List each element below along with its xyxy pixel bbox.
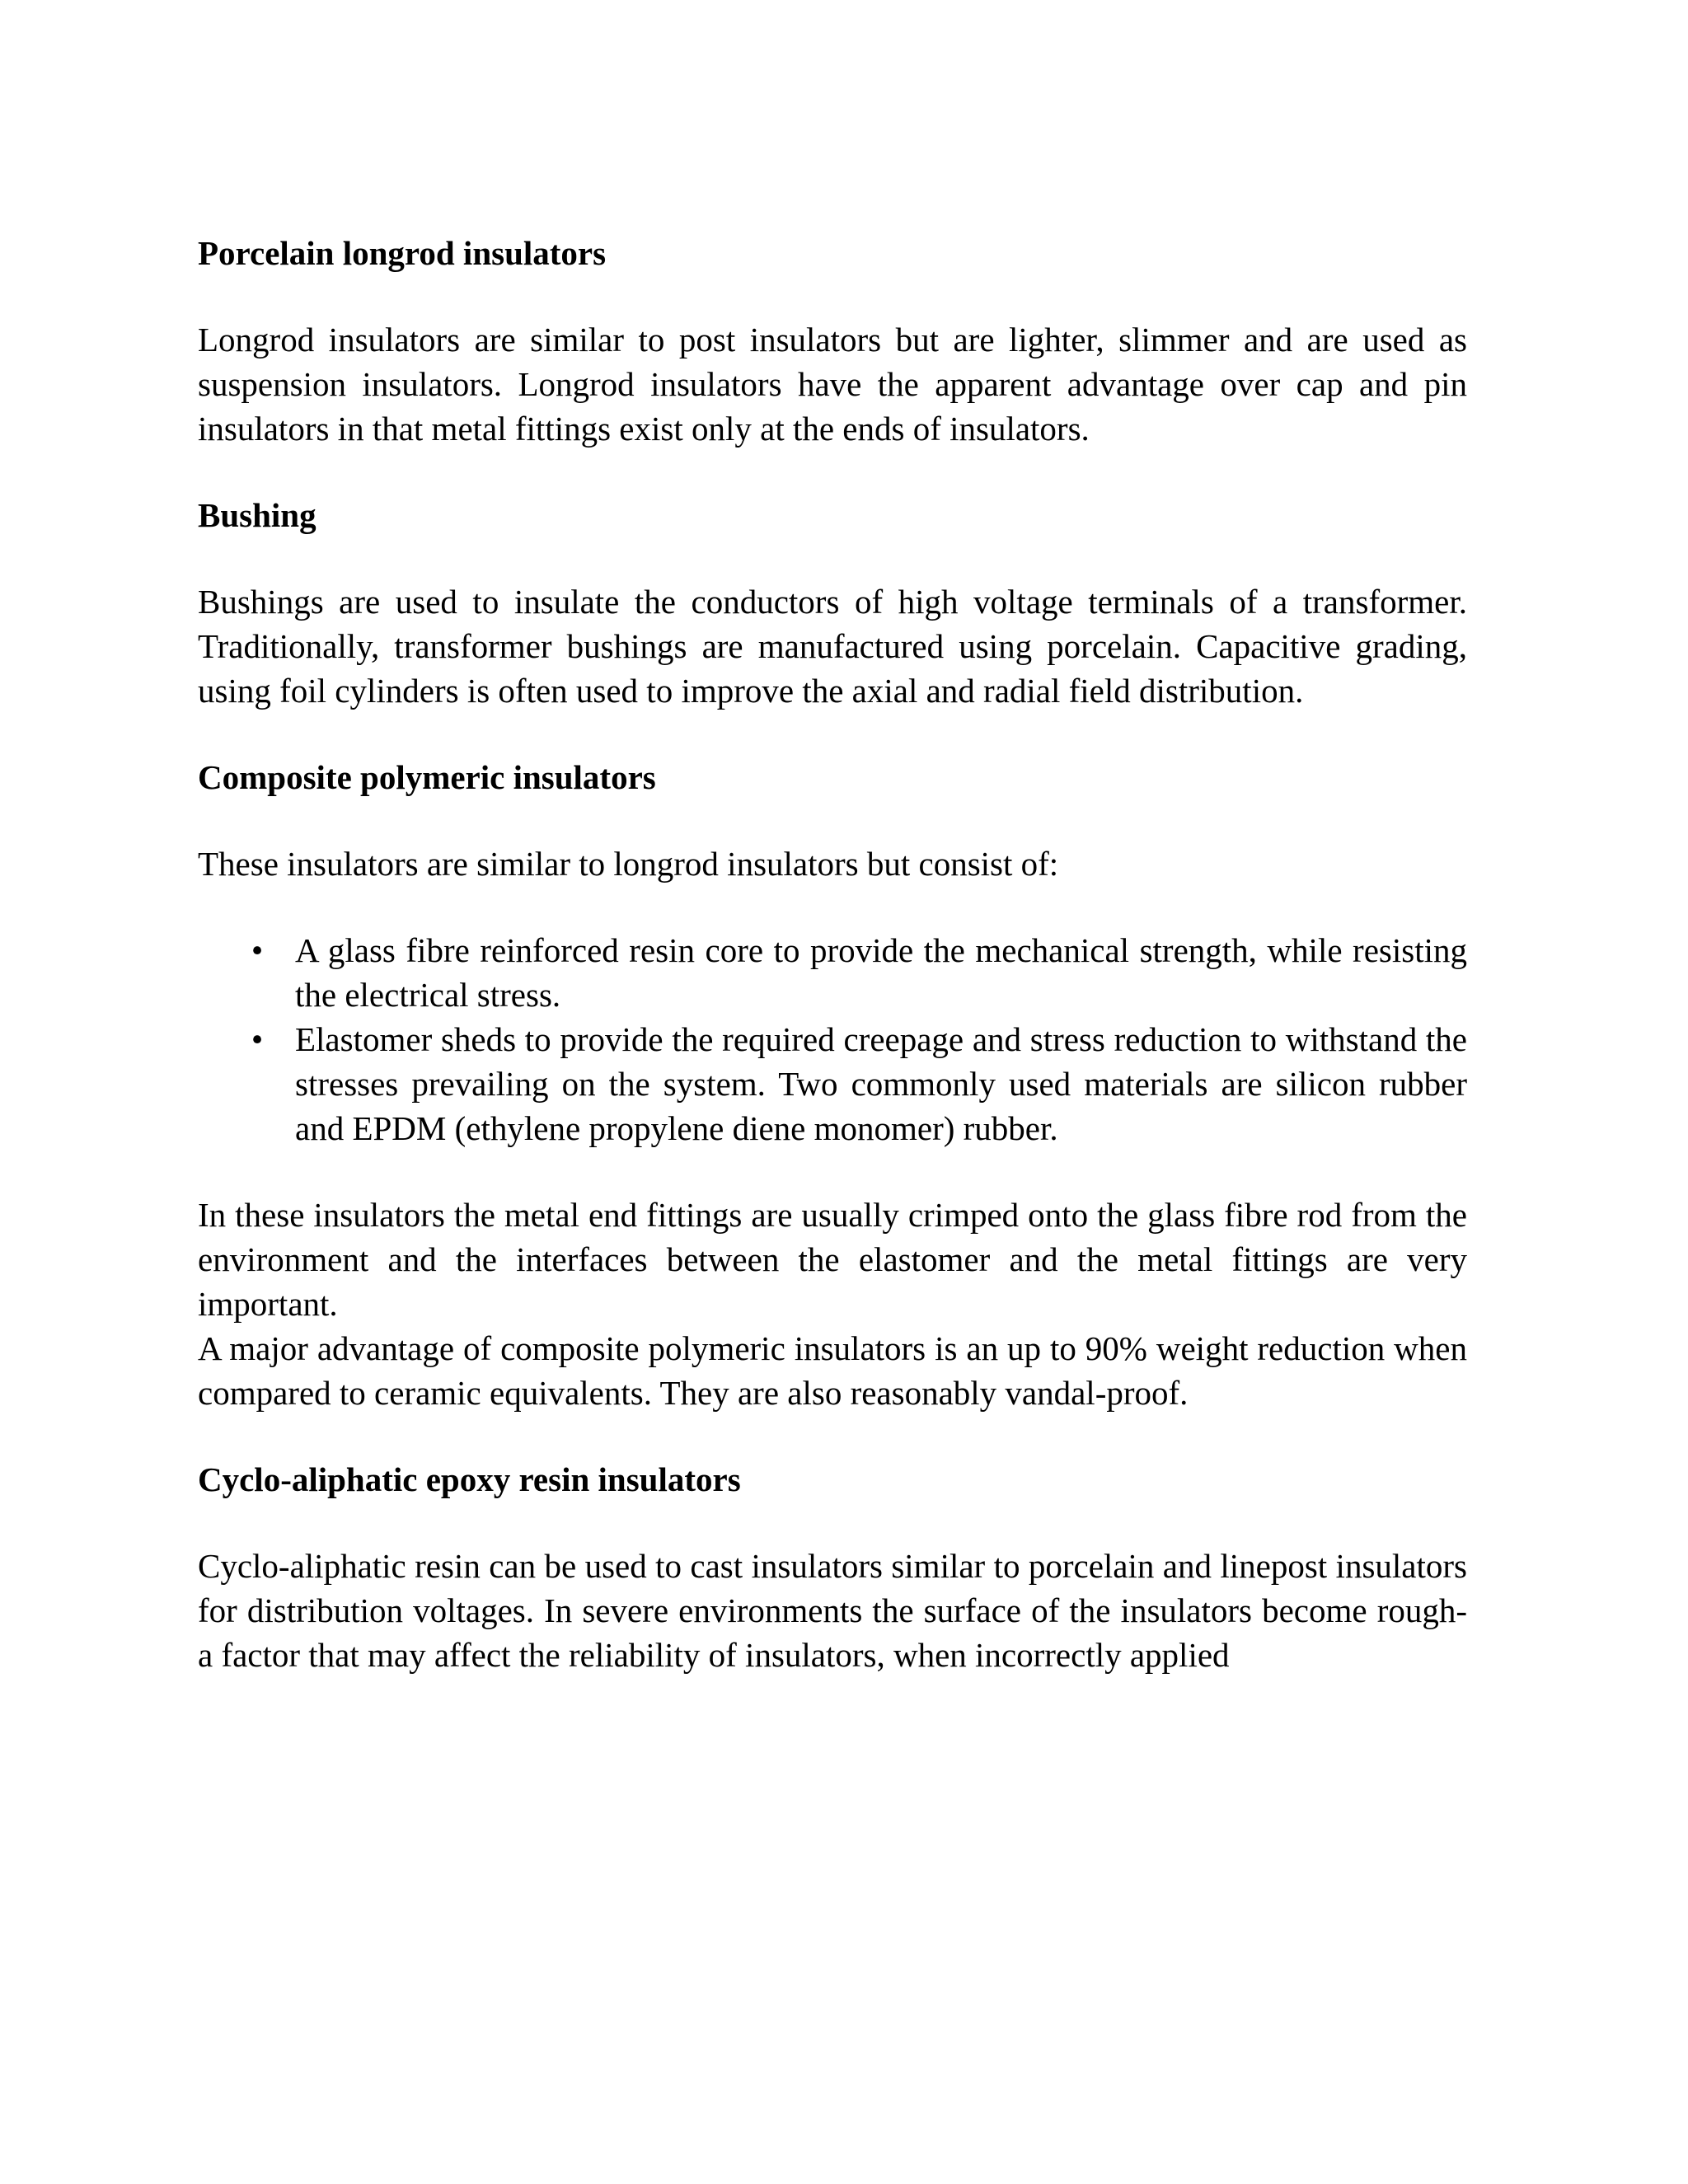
paragraph: Bushings are used to insulate the conductors of high voltage terminals of a transformer. Traditionally, transformer bushings are manufactured using porcelain. Capacitive grading, using foil cylinders is often used to improve the axial and radial field distribution. [198,583,1467,710]
section-cyclo-aliphatic [198,1457,1467,1677]
list-item-text: A glass fibre reinforced resin core to provide the mechanical strength, while resisting the electrical stress. [295,931,1467,1014]
list-item [198,1017,1467,1151]
section-heading: Composite polymeric insulators [198,758,656,796]
intro-paragraph: These insulators are similar to longrod insulators but consist of: [198,845,1059,883]
bullet-icon: • [251,931,264,969]
bullet-list [198,928,1467,1151]
section-heading: Cyclo-aliphatic epoxy resin insulators [198,1460,741,1498]
document-page [198,231,1467,1719]
paragraph: In these insulators the metal end fittings are usually crimped onto the glass fibre rod from the environment and the interfaces between the elastomer and the metal fittings are very important. [198,1196,1467,1323]
list-item [198,928,1467,1017]
list-item-text: Elastomer sheds to provide the required creepage and stress reduction to withstand the stresses prevailing on the system. Two commonly used materials are silicon rubber and EPDM (ethylene propylene diene monomer) rubber. [295,1020,1467,1147]
paragraph: A major advantage of composite polymeric insulators is an up to 90% weight reduction when compared to ceramic equivalents. They are also reasonably vandal-proof. [198,1329,1467,1412]
paragraph: Cyclo-aliphatic resin can be used to cast insulators similar to porcelain and linepost insulators for distribution voltages. In severe environments the surface of the insulators become rough- a factor that may affect the reliability of insulators, when incorrectly applied [198,1547,1467,1674]
section-heading: Bushing [198,496,316,534]
section-heading: Porcelain longrod insulators [198,234,607,272]
section-bushing [198,493,1467,713]
paragraph: Longrod insulators are similar to post insulators but are lighter, slimmer and are used as suspension insulators. Longrod insulators have the apparent advantage over cap and pin insulators in that metal fittings exist only at the ends of insulators. [198,321,1467,448]
bullet-icon: • [251,1020,264,1058]
section-composite-polymeric [198,755,1467,1415]
section-porcelain-longrod [198,231,1467,451]
